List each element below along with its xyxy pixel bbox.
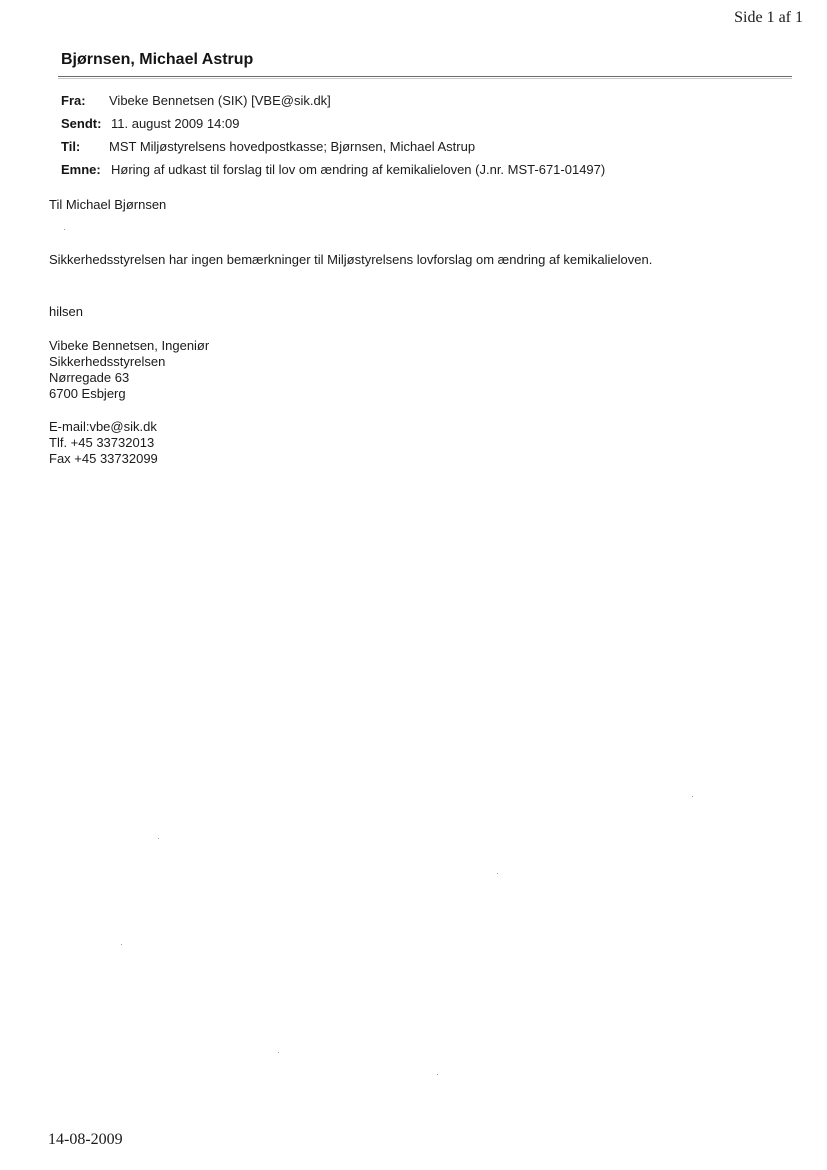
email-headers [61, 89, 605, 181]
signature-block [49, 338, 209, 467]
mail-owner-name: Bjørnsen, Michael Astrup [61, 51, 254, 68]
to-label: Til: [61, 139, 81, 154]
closing: hilsen [49, 304, 83, 319]
scan-speck [692, 796, 693, 797]
footer-date: 14-08-2009 [48, 1131, 123, 1148]
scan-speck [64, 229, 65, 230]
subject-value: Høring af udkast til forslag til lov om ændring af kemikalieloven (J.nr. MST-671-01497) [111, 162, 606, 177]
subject-label: Emne: [61, 162, 101, 177]
from-label: Fra: [61, 93, 86, 108]
scan-speck [278, 1052, 279, 1053]
signature-spacer [49, 402, 209, 419]
signature-name-title: Vibeke Bennetsen, Ingeniør [49, 338, 210, 353]
signature-phone: Tlf. +45 33732013 [49, 435, 155, 450]
from-value: Vibeke Bennetsen (SIK) [VBE@sik.dk] [109, 93, 331, 108]
header-sent-row [61, 112, 605, 135]
scan-speck [497, 873, 498, 874]
signature-email: E-mail:vbe@sik.dk [49, 419, 157, 434]
greeting: Til Michael Bjørnsen [49, 197, 167, 212]
signature-street: Nørregade 63 [49, 370, 130, 385]
scan-speck [437, 1074, 438, 1075]
header-subject-row [61, 158, 605, 181]
header-from-row [61, 89, 605, 112]
message-body: Sikkerhedsstyrelsen har ingen bemærkninger til Miljøstyrelsens lovforslag om ændring af kemikalieloven. [49, 252, 653, 267]
signature-city: 6700 Esbjerg [49, 386, 126, 401]
signature-fax: Fax +45 33732099 [49, 451, 158, 466]
signature-organization: Sikkerhedsstyrelsen [49, 354, 166, 369]
page-number: Side 1 af 1 [734, 9, 803, 26]
to-value: MST Miljøstyrelsens hovedpostkasse; Bjørnsen, Michael Astrup [109, 139, 476, 154]
header-to-row [61, 135, 605, 158]
scan-speck [121, 944, 122, 945]
scan-speck [158, 838, 159, 839]
sent-value: 11. august 2009 14:09 [111, 116, 240, 131]
sent-label: Sendt: [61, 116, 102, 131]
header-divider [58, 76, 792, 77]
